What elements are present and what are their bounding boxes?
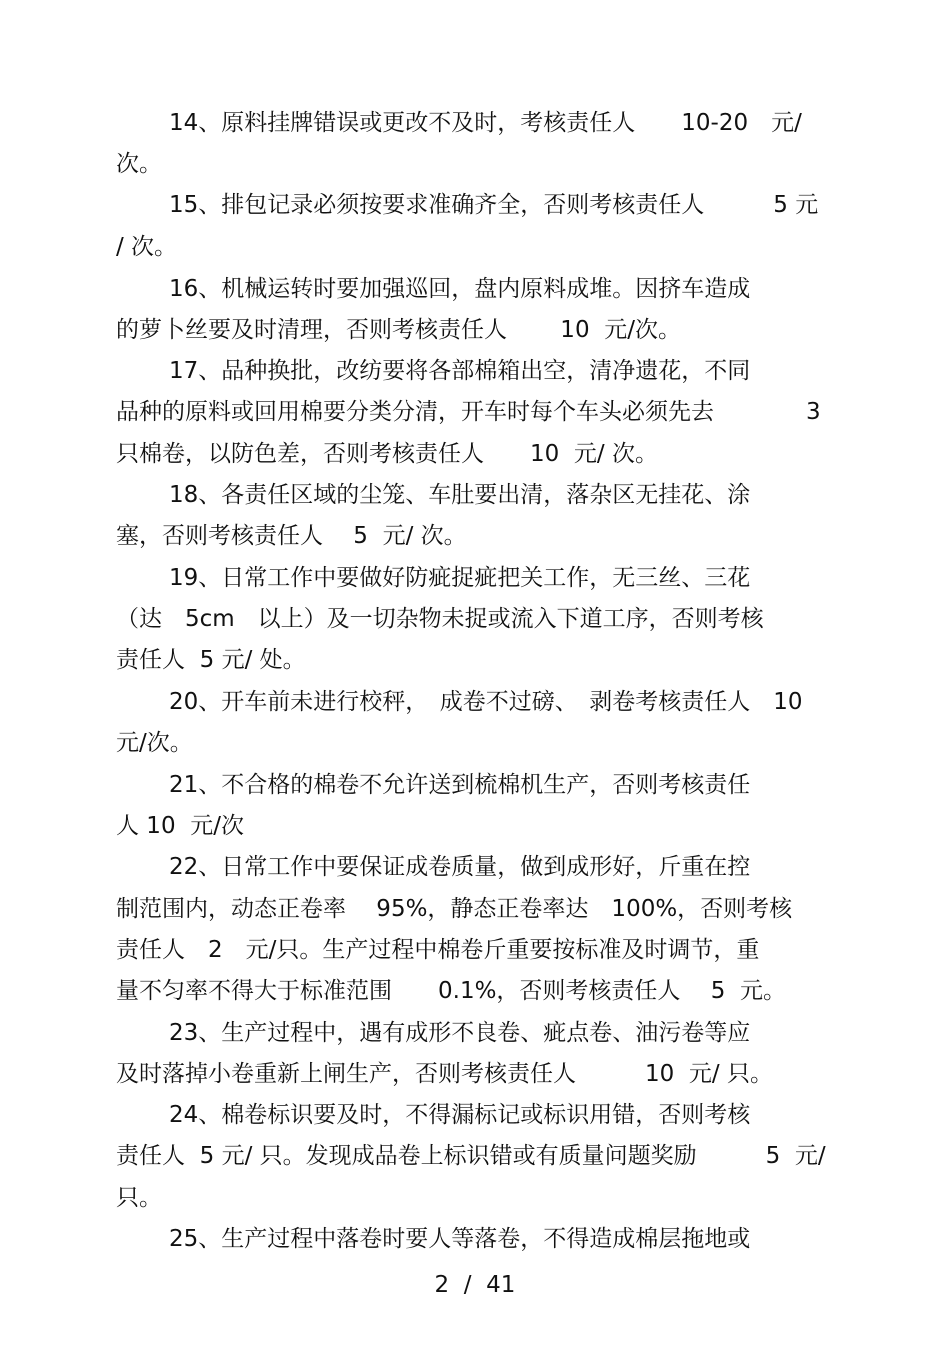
text-line: 16、机械运转时要加强巡回，盘内原料成堆。因挤车造成 [169,276,751,302]
text-line: 量不匀率不得大于标准范围 0.1%，否则考核责任人 5 元。 [116,978,786,1004]
text-line: 只棉卷，以防色差，否则考核责任人 10 元/ 次。 [116,441,658,467]
text-line: 25、生产过程中落卷时要人等落卷，不得造成棉层拖地或 [169,1226,751,1252]
text-line: （达 5cm 以上）及一切杂物未捉或流入下道工序，否则考核 [116,606,764,632]
text-line: 15、排包记录必须按要求准确齐全，否则考核责任人 5 元 [169,192,819,218]
text-line: 元/次。 [116,730,193,756]
text-line: 20、开车前未进行校秤， 成卷不过磅、 剥卷考核责任人 10 [169,689,803,715]
text-line: 22、日常工作中要保证成卷质量，做到成形好，斤重在控 [169,854,751,880]
text-line: 17、品种换批，改纺要将各部棉箱出空，清净遗花，不同 [169,358,751,384]
text-line: 23、生产过程中，遇有成形不良卷、疵点卷、油污卷等应 [169,1020,751,1046]
text-line: / 次。 [116,234,178,260]
text-line: 塞，否则考核责任人 5 元/ 次。 [116,523,467,549]
text-line: 24、棉卷标识要及时，不得漏标记或标识用错，否则考核 [169,1102,751,1128]
text-line: 14、原料挂牌错误或更改不及时，考核责任人 10-20 元/ [169,110,802,136]
text-line: 19、日常工作中要做好防疵捉疵把关工作，无三丝、三花 [169,565,751,591]
text-line: 责任人 5 元/ 只。发现成品卷上标识错或有质量问题奖励 5 元/ [116,1143,826,1169]
text-line: 品种的原料或回用棉要分类分清，开车时每个车头必须先去 3 [116,399,821,425]
text-line: 及时落掉小卷重新上闸生产，否则考核责任人 10 元/ 只。 [116,1061,773,1087]
text-line: 人 10 元/次 [116,813,244,839]
text-line: 责任人 5 元/ 处。 [116,647,306,673]
text-line: 21、不合格的棉卷不允许送到梳棉机生产，否则考核责任 [169,772,751,798]
text-line: 次。 [116,151,162,177]
text-line: 的萝卜丝要及时清理，否则考核责任人 10 元/次。 [116,317,681,343]
text-line: 制范围内，动态正卷率 95%，静态正卷率达 100%，否则考核 [116,896,793,922]
text-line: 18、各责任区域的尘笼、车肚要出清，落杂区无挂花、涂 [169,482,751,508]
text-line: 只。 [116,1185,162,1211]
page-number: 2 / 41 [434,1272,516,1298]
text-line: 责任人 2 元/只。生产过程中棉卷斤重要按标准及时调节，重 [116,937,760,963]
